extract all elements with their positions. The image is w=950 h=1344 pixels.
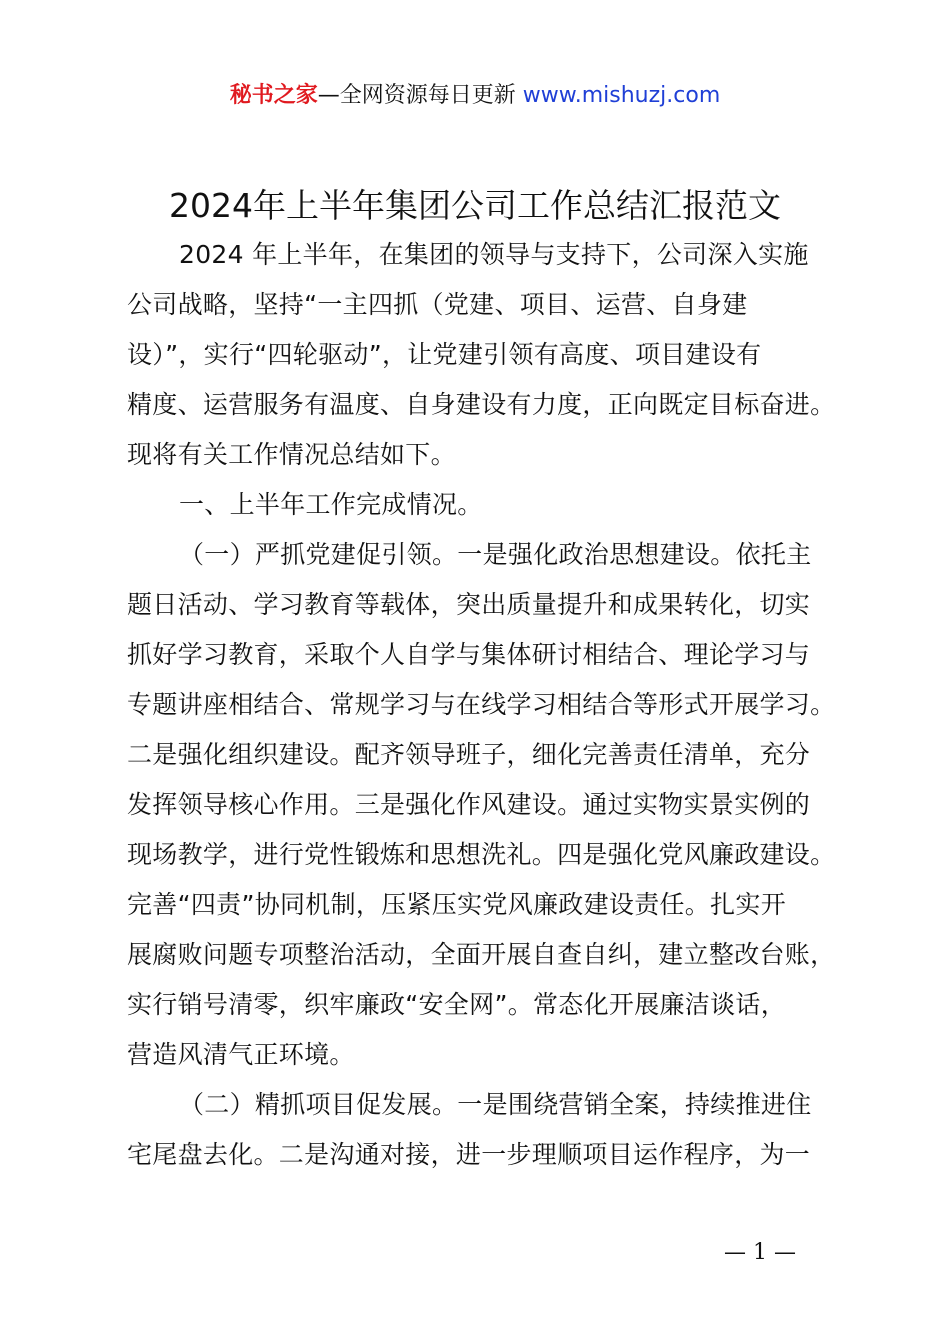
header-tagline: —全网资源每日更新 — [317, 83, 516, 108]
text-line: 宅尾盘去化。二是沟通对接，进一步理顺项目运作程序，为一 — [127, 1140, 811, 1169]
text-line: 设）”，实行“四轮驱动”，让党建引领有高度、项目建设有 — [127, 340, 762, 369]
section-heading: 一、上半年工作完成情况。 — [179, 490, 483, 519]
document-body — [127, 230, 857, 1180]
text-line: 营造风清气正环境。 — [127, 1040, 355, 1069]
text-line: 二是强化组织建设。配齐领导班子，细化完善责任清单，充分 — [127, 740, 811, 769]
site-header — [0, 80, 950, 112]
text-line: （二）精抓项目促发展。一是围绕营销全案，持续推进住 — [179, 1090, 812, 1119]
text-line: 实行销号清零，织牢廉政“安全网”。常态化开展廉洁谈话， — [127, 990, 787, 1019]
text-line: 展腐败问题专项整治活动，全面开展自查自纠，建立整改台账， — [127, 940, 836, 969]
text-line: 发挥领导核心作用。三是强化作风建设。通过实物实景实例的 — [127, 790, 811, 819]
text-line: 现将有关工作情况总结如下。 — [127, 440, 456, 469]
text-line: 2024 年上半年，在集团的领导与支持下，公司深入实施 — [179, 240, 809, 269]
text-line: 完善“四责”协同机制，压紧压实党风廉政建设责任。扎实开 — [127, 890, 787, 919]
brand-name: 秘书之家 — [229, 83, 318, 108]
text-line: （一）严抓党建促引领。一是强化政治思想建设。依托主 — [179, 540, 812, 569]
text-line: 精度、运营服务有温度、自身建设有力度，正向既定目标奋进。 — [127, 390, 836, 419]
text-line: 专题讲座相结合、常规学习与在线学习相结合等形式开展学习。 — [127, 690, 836, 719]
document-title: 2024年上半年集团公司工作总结汇报范文 — [169, 186, 781, 225]
text-line: 现场教学，进行党性锻炼和思想洗礼。四是强化党风廉政建设。 — [127, 840, 836, 869]
header-url-link[interactable]: www.mishuzj.com — [522, 83, 721, 108]
text-line: 公司战略，坚持“一主四抓（党建、项目、运营、自身建 — [127, 290, 748, 319]
text-line: 题日活动、学习教育等载体，突出质量提升和成果转化，切实 — [127, 590, 811, 619]
page-number: — 1 — — [724, 1240, 796, 1265]
text-line: 抓好学习教育，采取个人自学与集体研讨相结合、理论学习与 — [127, 640, 811, 669]
